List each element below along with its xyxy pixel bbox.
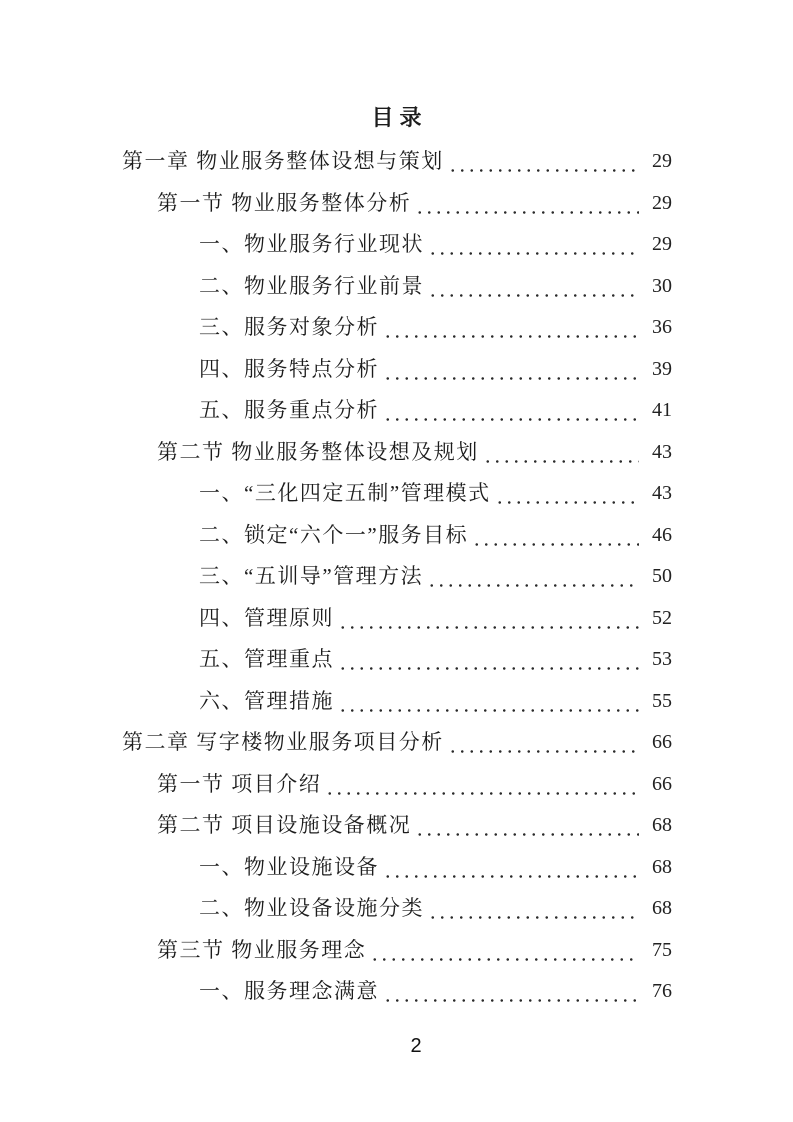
- dot-leader: [428, 888, 639, 930]
- toc-entry-label: 三、“五训导”管理方法: [199, 564, 424, 588]
- dot-leader: [448, 141, 639, 183]
- toc-entry-label: 五、服务重点分析: [199, 398, 379, 422]
- dot-leader: [427, 556, 639, 598]
- toc-entry-label: 三、服务对象分析: [199, 315, 379, 339]
- toc-entry-label: 二、锁定“六个一”服务目标: [199, 522, 469, 547]
- toc-entry-label: 四、服务特点分析: [199, 356, 379, 381]
- dot-leader: [338, 639, 639, 681]
- toc-entry[interactable]: [0, 681, 672, 723]
- toc-entry[interactable]: [0, 847, 672, 889]
- toc-entry-label: 第三节 物业服务理念: [157, 937, 367, 962]
- dot-leader: [383, 390, 639, 432]
- toc-entry[interactable]: [0, 888, 672, 930]
- dot-leader: [448, 722, 639, 764]
- toc-entry[interactable]: [0, 141, 672, 183]
- dot-leader: [495, 473, 639, 515]
- toc-entry[interactable]: [0, 183, 672, 225]
- toc-entry-page-number: 43: [652, 440, 672, 463]
- toc-entry[interactable]: [0, 930, 672, 972]
- dot-leader: [428, 266, 639, 308]
- toc-title: 目录: [371, 105, 428, 130]
- toc-entry-page-number: 29: [652, 233, 672, 255]
- footer-page-number: 2: [410, 1035, 422, 1057]
- toc-entry-page-number: 29: [652, 191, 672, 214]
- toc-entry-page-number: 68: [652, 814, 672, 836]
- toc-entry-page-number: 43: [652, 482, 672, 504]
- dot-leader: [338, 598, 639, 640]
- toc-entry-label: 二、物业设备设施分类: [199, 896, 424, 920]
- toc-entry-label: 一、服务理念满意: [199, 979, 379, 1003]
- dot-leader: [472, 515, 639, 557]
- dot-leader: [415, 183, 639, 225]
- toc-entry[interactable]: [0, 432, 672, 474]
- toc-entry-label: 一、“三化四定五制”管理模式: [199, 481, 491, 505]
- toc-entry-page-number: 75: [652, 938, 672, 961]
- dot-leader: [325, 764, 639, 806]
- toc-entry-page-number: 39: [652, 357, 672, 380]
- toc-entry[interactable]: [0, 764, 672, 806]
- toc-entry-label: 第二节 项目设施设备概况: [157, 813, 412, 837]
- toc-entry[interactable]: [0, 349, 672, 391]
- toc-entry[interactable]: [0, 224, 672, 266]
- toc-entry-label: 一、物业服务行业现状: [199, 232, 424, 256]
- toc-entry-label: 第一节 项目介绍: [157, 771, 322, 796]
- dot-leader: [428, 224, 639, 266]
- toc-entry-page-number: 68: [652, 897, 672, 919]
- toc-entry-label: 第一章 物业服务整体设想与策划: [122, 149, 444, 173]
- dot-leader: [383, 307, 639, 349]
- dot-leader: [370, 930, 639, 972]
- toc-entry[interactable]: [0, 473, 672, 515]
- toc-entry-page-number: 46: [652, 523, 672, 546]
- toc-entry-label: 一、物业设施设备: [199, 854, 379, 879]
- toc-entry-page-number: 53: [652, 648, 672, 670]
- toc-entry-page-number: 52: [652, 606, 672, 629]
- toc-entry-page-number: 68: [652, 855, 672, 878]
- toc-entry[interactable]: [0, 805, 672, 847]
- toc-entry[interactable]: [0, 556, 672, 598]
- toc-entry-label: 第一节 物业服务整体分析: [157, 190, 412, 215]
- toc-entry-label: 第二章 写字楼物业服务项目分析: [122, 730, 444, 754]
- toc-entry[interactable]: [0, 266, 672, 308]
- dot-leader: [415, 805, 639, 847]
- toc-entry-page-number: 29: [652, 150, 672, 172]
- dot-leader: [383, 847, 639, 889]
- toc-entry-page-number: 36: [652, 316, 672, 338]
- toc-entry[interactable]: [0, 598, 672, 640]
- toc-entry-page-number: 30: [652, 274, 672, 297]
- toc-entry[interactable]: [0, 390, 672, 432]
- toc-entry[interactable]: [0, 307, 672, 349]
- dot-leader: [483, 432, 639, 474]
- toc-entry-page-number: 76: [652, 980, 672, 1002]
- toc-entry[interactable]: [0, 639, 672, 681]
- toc-list: [0, 141, 672, 1013]
- toc-entry[interactable]: [0, 971, 672, 1013]
- toc-entry-label: 第二节 物业服务整体设想及规划: [157, 439, 479, 464]
- toc-entry-label: 二、物业服务行业前景: [199, 273, 424, 298]
- toc-entry[interactable]: [0, 515, 672, 557]
- dot-leader: [383, 971, 639, 1013]
- dot-leader: [383, 349, 639, 391]
- toc-entry-page-number: 55: [652, 689, 672, 712]
- toc-entry-page-number: 50: [652, 565, 672, 587]
- dot-leader: [338, 681, 639, 723]
- toc-entry-page-number: 66: [652, 772, 672, 795]
- toc-entry-page-number: 66: [652, 731, 672, 753]
- toc-entry-label: 四、管理原则: [199, 605, 334, 630]
- toc-entry-page-number: 41: [652, 399, 672, 421]
- toc-entry-label: 五、管理重点: [199, 647, 334, 671]
- toc-entry-label: 六、管理措施: [199, 688, 334, 713]
- toc-entry[interactable]: [0, 722, 672, 764]
